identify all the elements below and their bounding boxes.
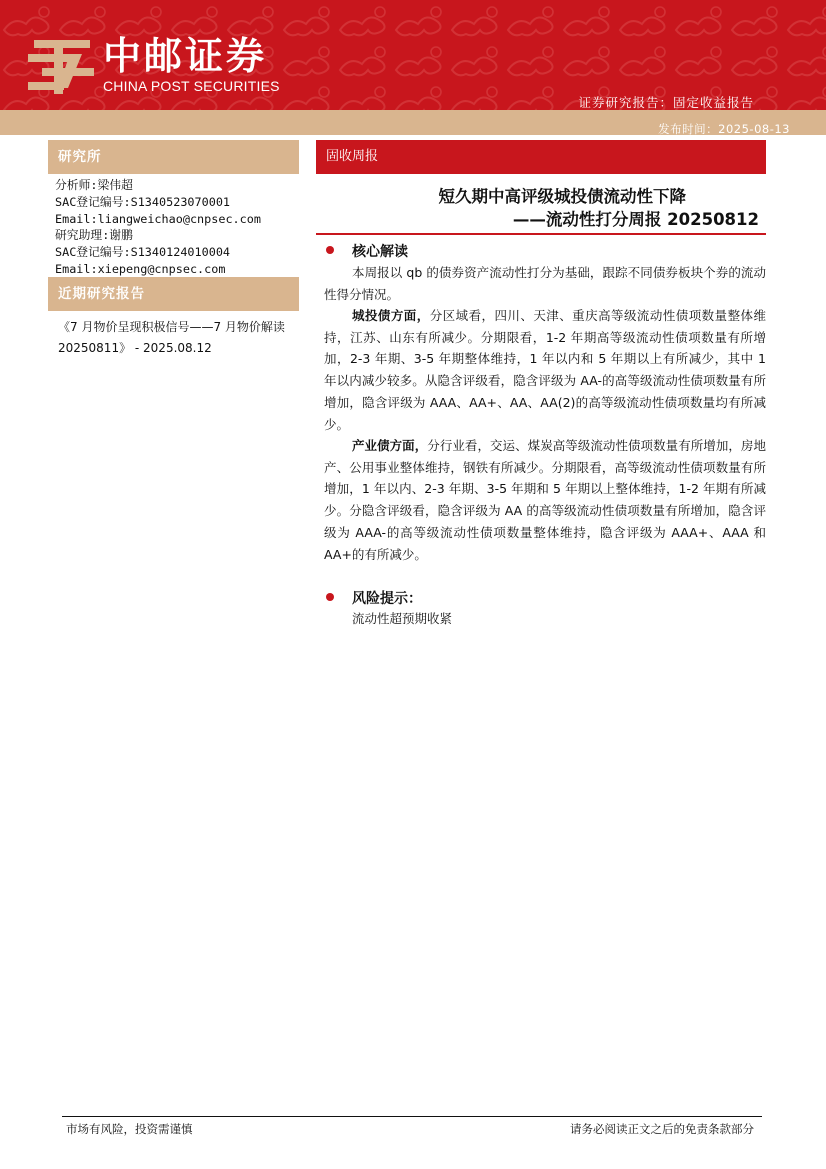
core-bullet-icon bbox=[326, 246, 334, 254]
industry-bond-lead: 产业债方面， bbox=[352, 438, 428, 453]
china-post-logo-icon bbox=[28, 38, 94, 96]
report-category: 固收周报 bbox=[316, 140, 766, 174]
analyst-name: 分析师:梁伟超 bbox=[55, 178, 133, 192]
core-heading: 核心解读 bbox=[352, 244, 408, 260]
assistant-name: 研究助理:谢鹏 bbox=[55, 228, 133, 242]
industry-bond-body: 分行业看，交运、煤炭高等级流动性债项数量有所增加，房地产、公用事业整体维持，钢铁有所减少。分期限看，高等级流动性债项数量有所增加，1 年以内、2-3 年期、3-5 年期和 5 年期以上整体维持，1-2 年期有所减少。分隐含评级看，隐含评级为 AA 的高等级流动性债项数量有所增加，隐含评级为 AAA-的高等级流动性债项数量整体维持，隐含评级为 AAA+、AAA 和 AA+的有所减少。 bbox=[324, 438, 766, 562]
recent-reports-heading: 近期研究报告 bbox=[48, 277, 299, 311]
analyst-email[interactable]: Email:liangweichao@cnpsec.com bbox=[55, 212, 261, 226]
brand-name-en: CHINA POST SECURITIES bbox=[103, 78, 280, 94]
institute-heading: 研究所 bbox=[48, 140, 299, 174]
city-bond-body: 分区域看，四川、天津、重庆高等级流动性债项数量整体维持，江苏、山东有所减少。分期限看，1-2 年期高等级流动性债项数量有所增加，2-3 年期、3-5 年期整体维持，1 年以内和 5 年期以上有所减少，其中 1 年以内减少较多。从隐含评级看，隐含评级为 AA-的高等级流动性债项数量有所增加，隐含评级为 AAA、AA+、AA、AA(2)的高等级流动性债项数量均有所减少。 bbox=[324, 308, 766, 432]
page-header bbox=[0, 0, 826, 110]
report-title: 短久期中高评级城投债流动性下降 bbox=[438, 187, 686, 206]
city-bond-paragraph bbox=[324, 305, 766, 435]
recent-report-link[interactable]: 《7 月物价呈现积极信号——7 月物价解读 20250811》 - 2025.08.12 bbox=[58, 320, 285, 355]
risk-text: 流动性超预期收紧 bbox=[352, 611, 453, 626]
footer-disclaimer-note: 请务必阅读正文之后的免责条款部分 bbox=[570, 1122, 754, 1136]
title-divider bbox=[316, 233, 766, 235]
risk-bullet-icon bbox=[326, 593, 334, 601]
report-type: 证券研究报告：固定收益报告 bbox=[578, 95, 754, 110]
risk-heading: 风险提示： bbox=[352, 591, 422, 607]
city-bond-lead: 城投债方面， bbox=[352, 308, 430, 323]
footer-divider bbox=[62, 1116, 762, 1117]
intro-paragraph: 本周报以 qb 的债券资产流动性打分为基础，跟踪不同债券板块个券的流动性得分情况。 bbox=[324, 265, 766, 302]
brand-name-cn: 中邮证券 bbox=[103, 34, 268, 78]
footer-risk-note: 市场有风险，投资需谨慎 bbox=[66, 1122, 193, 1136]
assistant-email[interactable]: Email:xiepeng@cnpsec.com bbox=[55, 262, 226, 276]
analyst-sac: SAC登记编号:S1340523070001 bbox=[55, 195, 231, 209]
publish-date: 发布时间：2025-08-13 bbox=[658, 122, 790, 136]
assistant-sac: SAC登记编号:S1340124010004 bbox=[55, 245, 231, 259]
report-subtitle: ——流动性打分周报 20250812 bbox=[512, 210, 759, 229]
industry-bond-paragraph bbox=[324, 435, 766, 565]
